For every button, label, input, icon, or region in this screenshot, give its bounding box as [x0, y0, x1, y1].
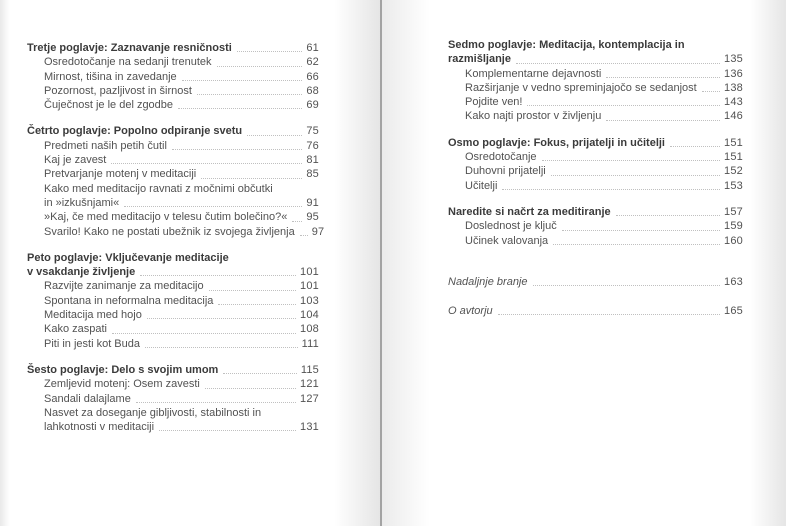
- dot-leader: [112, 332, 296, 334]
- toc-entry: [27, 406, 319, 435]
- toc-entry: [27, 377, 319, 391]
- toc-page-number: 85: [306, 168, 319, 181]
- toc-entry: [27, 153, 319, 167]
- toc-entry-row: [44, 70, 319, 84]
- toc-entry: [27, 41, 319, 55]
- toc-page-right: [448, 38, 743, 318]
- toc-entry-title: Osredotočanje na sedanji trenutek: [44, 56, 212, 69]
- toc-entry-row: [465, 95, 743, 109]
- dot-leader: [606, 76, 720, 78]
- toc-page-number: 143: [724, 96, 743, 109]
- dot-leader: [178, 107, 302, 109]
- toc-entry-title: Meditacija med hojo: [44, 309, 142, 322]
- toc-page-number: 165: [724, 305, 743, 318]
- dot-leader: [616, 214, 720, 216]
- toc-entry: [448, 95, 743, 109]
- toc-entry-row: [448, 52, 743, 66]
- toc-entry-title: in »izkušnjami«: [44, 196, 120, 209]
- toc-entry-title: Mirnost, tišina in zavedanje: [44, 70, 177, 83]
- toc-page-number: 68: [306, 84, 319, 97]
- dot-leader: [516, 62, 720, 64]
- spine-shadow-right: [382, 0, 430, 526]
- dot-leader: [562, 229, 720, 231]
- toc-entry: [448, 275, 743, 289]
- toc-entry-row: [44, 153, 319, 167]
- toc-entry-title: razmišljanje: [448, 53, 511, 66]
- toc-page-number: 135: [724, 53, 743, 66]
- toc-page-number: 121: [300, 378, 319, 391]
- toc-page-number: 138: [724, 81, 743, 94]
- toc-section: [27, 124, 325, 238]
- toc-page-number: 75: [306, 125, 319, 138]
- toc-entry-row: [448, 205, 743, 219]
- toc-section: [448, 136, 743, 193]
- dot-leader: [551, 174, 720, 176]
- dot-leader: [124, 205, 302, 207]
- toc-entry-title: Kaj je zavest: [44, 154, 107, 167]
- toc-entry-row: [44, 196, 319, 210]
- toc-entry-title: Duhovni prijatelji: [465, 165, 546, 178]
- dot-leader: [197, 93, 302, 95]
- toc-entry-title: Učitelji: [465, 179, 498, 192]
- dot-leader: [542, 159, 721, 161]
- toc-entry-title-line: Kako med meditacijo ravnati z močnimi občutki: [44, 182, 273, 195]
- toc-entry: [27, 210, 319, 224]
- toc-entry-title: lahkotnosti v meditaciji: [44, 421, 155, 434]
- toc-entry-title: Tretje poglavje: Zaznavanje resničnosti: [27, 42, 232, 54]
- toc-entry-row: [465, 150, 743, 164]
- dot-leader: [217, 65, 303, 67]
- toc-entry-title: Piti in jesti kot Buda: [44, 337, 140, 350]
- dot-leader: [292, 220, 302, 222]
- toc-entry-title: Zemljevid motenj: Osem zavesti: [44, 378, 200, 391]
- toc-entry-title: Pozornost, pazljivost in širnost: [44, 84, 192, 97]
- toc-page-number: 153: [724, 179, 743, 192]
- toc-entry: [27, 98, 319, 112]
- toc-page-number: 108: [300, 323, 319, 336]
- toc-page-number: 101: [300, 280, 319, 293]
- toc-entry: [27, 363, 319, 377]
- dot-leader: [502, 188, 720, 190]
- toc-page-left: [27, 41, 325, 446]
- toc-entry-title: Kako najti prostor v življenju: [465, 110, 602, 123]
- toc-entry-row: [44, 308, 319, 322]
- toc-entry-row: [44, 294, 319, 308]
- toc-entry-row: [44, 84, 319, 98]
- toc-entry: [27, 322, 319, 336]
- toc-entry-row: [44, 98, 319, 112]
- toc-page-number: 115: [300, 363, 319, 376]
- toc-section: [448, 205, 743, 248]
- left-page-edge-shadow: [0, 0, 10, 526]
- toc-entry-row: [465, 164, 743, 178]
- dot-leader: [182, 79, 303, 81]
- toc-entry-title: Sandali dalajlame: [44, 392, 131, 405]
- spine-shadow-left: [334, 0, 380, 526]
- toc-entry: [27, 225, 325, 239]
- dot-leader: [209, 289, 296, 291]
- toc-entry-row: [44, 322, 319, 336]
- dot-leader: [498, 313, 720, 315]
- dot-leader: [145, 346, 298, 348]
- toc-entry-row: [44, 337, 319, 351]
- toc-entry-row: [44, 420, 319, 434]
- toc-entry-row: [44, 392, 319, 406]
- toc-entry-title: Šesto poglavje: Delo s svojim umom: [27, 363, 219, 376]
- toc-page-number: 159: [724, 220, 743, 233]
- dot-leader: [172, 148, 302, 150]
- toc-entry: [27, 337, 319, 351]
- toc-entry-row: [465, 81, 743, 95]
- toc-entry-title: Komplementarne dejavnosti: [465, 67, 602, 80]
- toc-entry-title: Razširjanje v vedno spreminjajočo se sedanjost: [465, 81, 697, 94]
- dot-leader: [237, 50, 303, 52]
- toc-entry: [27, 84, 319, 98]
- toc-entry-row: [27, 265, 319, 279]
- dot-leader: [300, 234, 308, 236]
- toc-entry-title-line: Sedmo poglavje: Meditacija, kontemplacija in: [448, 39, 685, 51]
- toc-entry: [27, 167, 319, 181]
- toc-section: [448, 38, 743, 124]
- dot-leader: [147, 317, 296, 319]
- toc-entry: [27, 251, 319, 280]
- toc-entry-title: Svarilo! Kako ne postati ubežnik iz svojega življenja: [44, 225, 295, 238]
- toc-entry-title: Pojdite ven!: [465, 96, 523, 109]
- toc-entry-title: Kako zaspati: [44, 323, 107, 336]
- toc-entry-row: [44, 377, 319, 391]
- toc-page-number: 151: [724, 151, 743, 164]
- toc-entry: [448, 150, 743, 164]
- dot-leader: [533, 284, 721, 286]
- toc-page-number: 61: [306, 42, 319, 54]
- toc-entry-title: Osmo poglavje: Fokus, prijatelji in učitelji: [448, 136, 665, 149]
- toc-page-number: 76: [306, 139, 319, 152]
- dot-leader: [606, 119, 720, 121]
- toc-entry-row: [448, 275, 743, 289]
- toc-entry: [448, 304, 743, 318]
- toc-section: [27, 363, 319, 434]
- toc-entry: [448, 67, 743, 81]
- toc-entry: [27, 279, 319, 293]
- toc-page-number: 91: [306, 196, 319, 209]
- toc-entry-title: Nadaljnje branje: [448, 275, 528, 288]
- dot-leader: [553, 243, 720, 245]
- toc-entry-title: O avtorju: [448, 305, 493, 318]
- toc-page-number: 97: [311, 225, 325, 238]
- page-spine: [380, 0, 382, 526]
- dot-leader: [111, 162, 302, 164]
- toc-entry-row: [465, 67, 743, 81]
- toc-page-number: 146: [724, 110, 743, 123]
- toc-entry-row: [44, 210, 319, 224]
- toc-entry: [27, 139, 319, 153]
- toc-page-number: 111: [301, 337, 319, 350]
- toc-entry: [27, 70, 319, 84]
- toc-entry: [27, 308, 319, 322]
- toc-entry-title-line: Nasvet za doseganje gibljivosti, stabilnosti in: [44, 406, 262, 419]
- toc-entry-title: Čuječnost je le del zgodbe: [44, 99, 174, 112]
- toc-entry-row: [448, 136, 743, 150]
- toc-entry-title: v vsakdanje življenje: [27, 266, 136, 279]
- toc-entry-title: Spontana in neformalna meditacija: [44, 294, 214, 307]
- toc-page-number: 104: [300, 309, 319, 322]
- toc-page-number: 101: [300, 266, 319, 279]
- right-page-edge-shadow: [750, 0, 786, 526]
- toc-page-number: 152: [724, 165, 743, 178]
- toc-entry: [27, 294, 319, 308]
- toc-entry: [27, 182, 319, 211]
- toc-entry-row: [44, 139, 319, 153]
- toc-entry-title: Razvijte zanimanje za meditacijo: [44, 280, 204, 293]
- toc-entry-row: [44, 55, 319, 69]
- toc-entry-title: Predmeti naših petih čutil: [44, 139, 167, 152]
- toc-entry-title: »Kaj, če med meditacijo v telesu čutim bolečino?«: [44, 211, 288, 224]
- toc-entry: [448, 136, 743, 150]
- toc-page-number: 62: [306, 56, 319, 69]
- toc-entry: [27, 55, 319, 69]
- toc-entry-row: [44, 225, 325, 239]
- toc-entry: [448, 219, 743, 233]
- toc-entry-row: [44, 167, 319, 181]
- toc-section: [27, 41, 319, 112]
- toc-page-number: 69: [306, 99, 319, 112]
- toc-entry-row: [27, 124, 319, 138]
- toc-page-number: 151: [724, 136, 743, 149]
- toc-entry-row: [27, 363, 319, 377]
- toc-entry-row: [448, 304, 743, 318]
- toc-entry-row: [27, 41, 319, 55]
- toc-section: [27, 251, 319, 351]
- toc-entry-title: Naredite si načrt za meditiranje: [448, 205, 611, 218]
- toc-entry-title: Pretvarjanje motenj v meditaciji: [44, 168, 197, 181]
- toc-entry-title-line: Peto poglavje: Vključevanje meditacije: [27, 251, 229, 264]
- toc-entry-row: [465, 234, 743, 248]
- toc-page-number: 95: [306, 211, 319, 224]
- toc-page-number: 163: [724, 275, 743, 288]
- toc-entry: [27, 124, 319, 138]
- toc-entry: [448, 81, 743, 95]
- toc-entry-row: [465, 109, 743, 123]
- dot-leader: [201, 177, 302, 179]
- dot-leader: [702, 90, 720, 92]
- toc-entry: [448, 164, 743, 178]
- toc-entry-title: Četrto poglavje: Popolno odpiranje svetu: [27, 125, 243, 138]
- toc-page-number: 157: [724, 205, 743, 218]
- dot-leader: [223, 372, 297, 374]
- dot-leader: [247, 134, 302, 136]
- toc-entry: [448, 234, 743, 248]
- toc-page-number: 127: [300, 392, 319, 405]
- toc-entry-title: Doslednost je ključ: [465, 220, 557, 233]
- toc-entry: [448, 179, 743, 193]
- dot-leader: [670, 145, 720, 147]
- dot-leader: [136, 401, 296, 403]
- dot-leader: [218, 303, 296, 305]
- toc-entry-row: [44, 279, 319, 293]
- dot-leader: [205, 387, 296, 389]
- toc-entry: [448, 38, 743, 67]
- toc-entry-row: [465, 179, 743, 193]
- toc-entry-title: Učinek valovanja: [465, 234, 549, 247]
- dot-leader: [159, 429, 296, 431]
- toc-entry: [448, 109, 743, 123]
- toc-entry-row: [465, 219, 743, 233]
- toc-page-number: 136: [724, 67, 743, 80]
- toc-page-number: 66: [306, 70, 319, 83]
- toc-page-number: 81: [306, 154, 319, 167]
- dot-leader: [527, 104, 720, 106]
- toc-entry-title: Osredotočanje: [465, 151, 537, 164]
- dot-leader: [140, 274, 296, 276]
- toc-page-number: 103: [300, 294, 319, 307]
- toc-page-number: 131: [300, 421, 319, 434]
- toc-entry: [448, 205, 743, 219]
- toc-page-number: 160: [724, 234, 743, 247]
- toc-entry: [27, 392, 319, 406]
